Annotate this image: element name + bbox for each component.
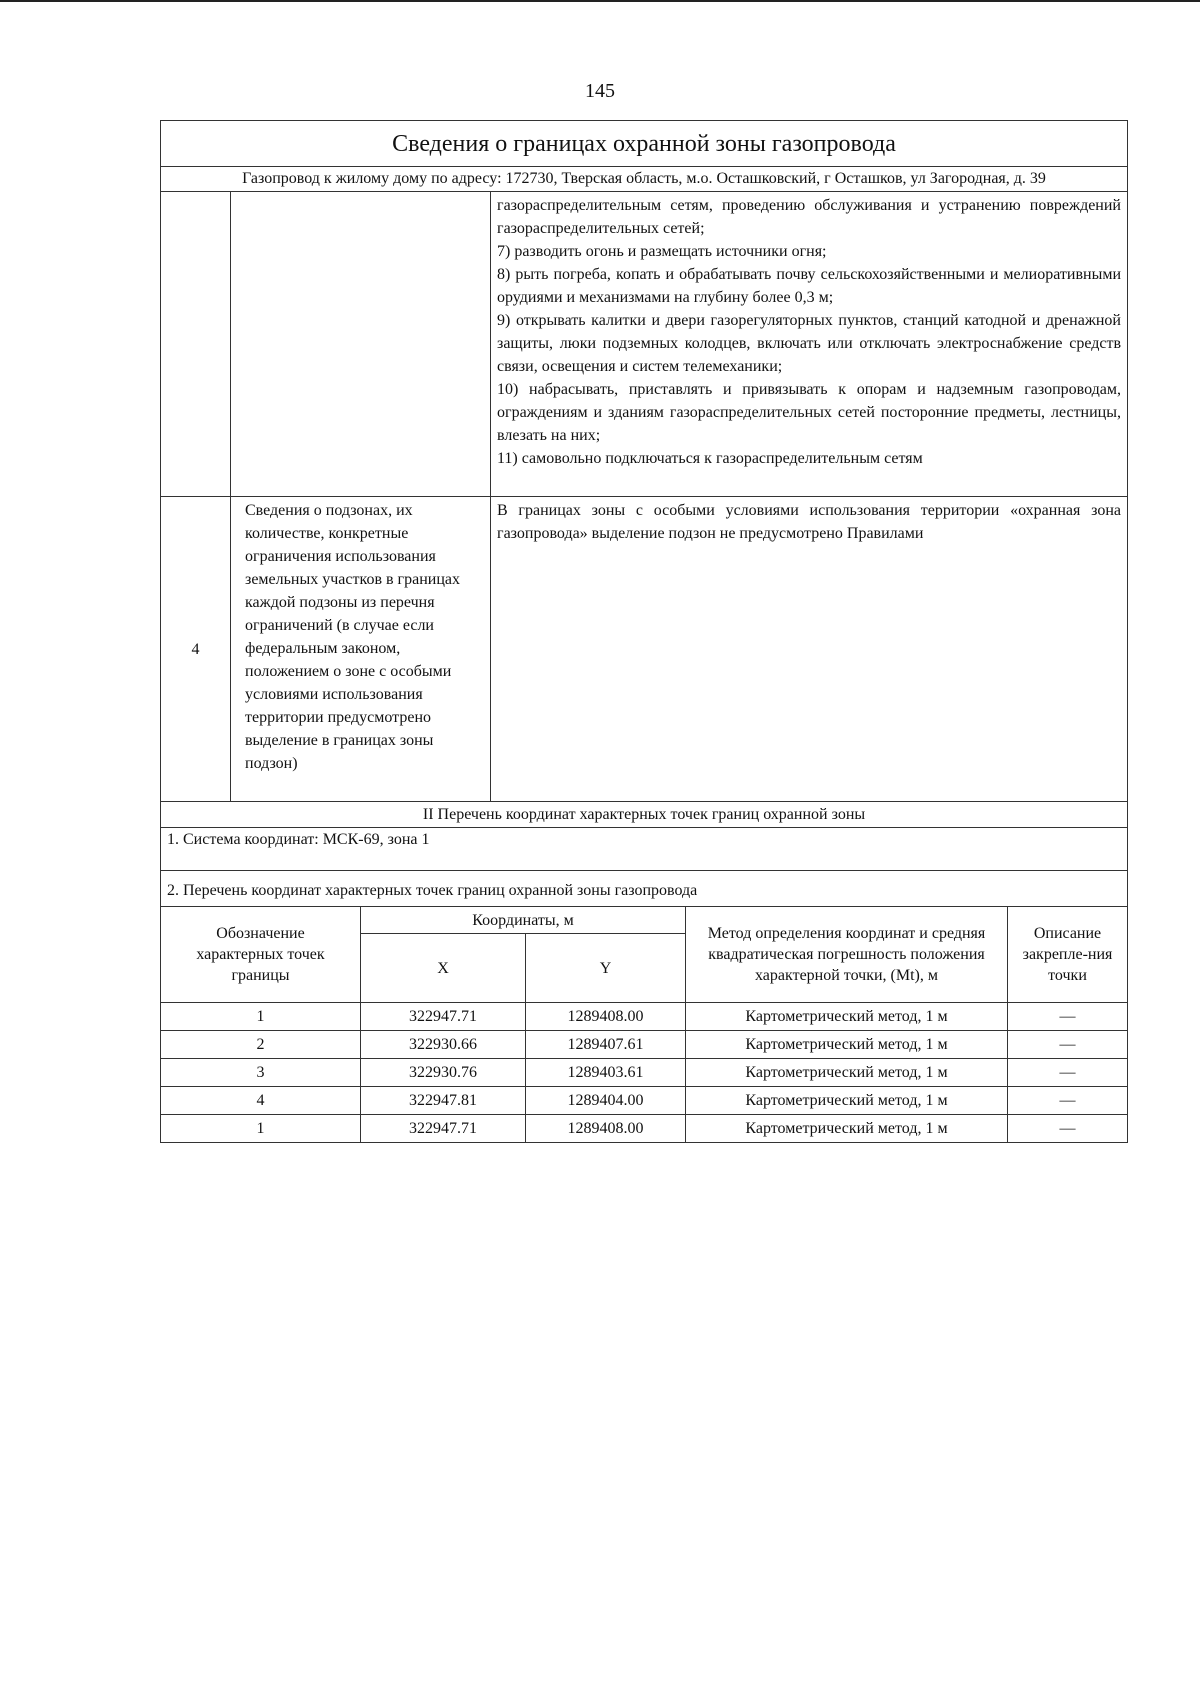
- table-row: [161, 1115, 1128, 1143]
- header-point: Обозначение характерных точек границы: [161, 907, 361, 1003]
- scan-top-edge: [0, 0, 1200, 2]
- header-y: Y: [526, 934, 686, 1003]
- description: —: [1008, 1059, 1128, 1087]
- restriction-item: 11) самовольно подключаться к газораспределительным сетям: [497, 450, 923, 467]
- coordinate-list-title: 2. Перечень координат характерных точек границ охранной зоны газопровода: [161, 871, 1128, 907]
- coord-x: 322930.76: [361, 1059, 526, 1087]
- point-id: 2: [161, 1031, 361, 1059]
- point-id: 3: [161, 1059, 361, 1087]
- coord-y: 1289408.00: [526, 1115, 686, 1143]
- header-method: Метод определения координат и средняя квадратическая погрешность положения характерной точки, (Mt), м: [686, 907, 1008, 1003]
- coord-y: 1289404.00: [526, 1087, 686, 1115]
- coord-y: 1289403.61: [526, 1059, 686, 1087]
- row-number-cell: [161, 192, 231, 497]
- table-row: [161, 1059, 1128, 1087]
- table-row: [161, 1003, 1128, 1031]
- method: Картометрический метод, 1 м: [686, 1003, 1008, 1031]
- restriction-item: 10) набрасывать, приставлять и привязывать к опорам и надземным газопроводам, ограждениям и зданиям газораспределительных сетей посторонние предметы, лестницы, влезать на них;: [497, 381, 1121, 444]
- document-subtitle: Газопровод к жилому дому по адресу: 172730, Тверская область, м.о. Осташковский, г Осташков, ул Загородная, д. 39: [161, 167, 1128, 192]
- row-label-cell: [231, 192, 491, 497]
- row-4-label: Сведения о подзонах, их количестве, конкретные ограничения использования земельных участков в границах каждой подзоны из перечня ограничений (в случае если федеральным законом, положением о зоне с особыми условиями использования территории предусмотрено выделение в границах зоны подзон): [231, 497, 491, 802]
- coordinate-system: 1. Система координат: МСК-69, зона 1: [161, 828, 1128, 871]
- description: —: [1008, 1003, 1128, 1031]
- method: Картометрический метод, 1 м: [686, 1031, 1008, 1059]
- restriction-item: газораспределительным сетям, проведению обслуживания и устранению повреждений газораспределительных сетей;: [497, 197, 1121, 237]
- row-4-value: В границах зоны с особыми условиями использования территории «охранная зона газопровода» выделение подзон не предусмотрено Правилами: [491, 497, 1128, 802]
- description: —: [1008, 1087, 1128, 1115]
- description: —: [1008, 1031, 1128, 1059]
- zone-info-table: [160, 120, 1128, 907]
- coord-y: 1289408.00: [526, 1003, 686, 1031]
- coord-x: 322947.71: [361, 1115, 526, 1143]
- description: —: [1008, 1115, 1128, 1143]
- document-sheet: [160, 120, 1128, 1143]
- document-title: Сведения о границах охранной зоны газопровода: [161, 121, 1128, 167]
- table-row: [161, 1031, 1128, 1059]
- coord-x: 322930.66: [361, 1031, 526, 1059]
- table-row: [161, 1087, 1128, 1115]
- point-id: 1: [161, 1003, 361, 1031]
- coord-x: 322947.71: [361, 1003, 526, 1031]
- header-description: Описание закрепле-ния точки: [1008, 907, 1128, 1003]
- restriction-item: 7) разводить огонь и размещать источники огня;: [497, 243, 827, 260]
- header-x: X: [361, 934, 526, 1003]
- restriction-item: 8) рыть погреба, копать и обрабатывать почву сельскохозяйственными и мелиоративными орудиями и механизмами на глубину более 0,3 м;: [497, 266, 1121, 306]
- method: Картометрический метод, 1 м: [686, 1059, 1008, 1087]
- method: Картометрический метод, 1 м: [686, 1087, 1008, 1115]
- header-coordinates: Координаты, м: [361, 907, 686, 934]
- coord-x: 322947.81: [361, 1087, 526, 1115]
- point-id: 4: [161, 1087, 361, 1115]
- section-2-title: II Перечень координат характерных точек границ охранной зоны: [161, 802, 1128, 828]
- page-number: 145: [585, 80, 615, 102]
- restriction-item: 9) открывать калитки и двери газорегуляторных пунктов, станций катодной и дренажной защиты, люки подземных колодцев, включать или отключать электроснабжение средств связи, освещения и систем телемеханики;: [497, 312, 1121, 375]
- point-id: 1: [161, 1115, 361, 1143]
- row-4-number: 4: [161, 497, 231, 802]
- restrictions-list: [491, 192, 1128, 497]
- method: Картометрический метод, 1 м: [686, 1115, 1008, 1143]
- coordinates-table: [160, 906, 1128, 1143]
- coord-y: 1289407.61: [526, 1031, 686, 1059]
